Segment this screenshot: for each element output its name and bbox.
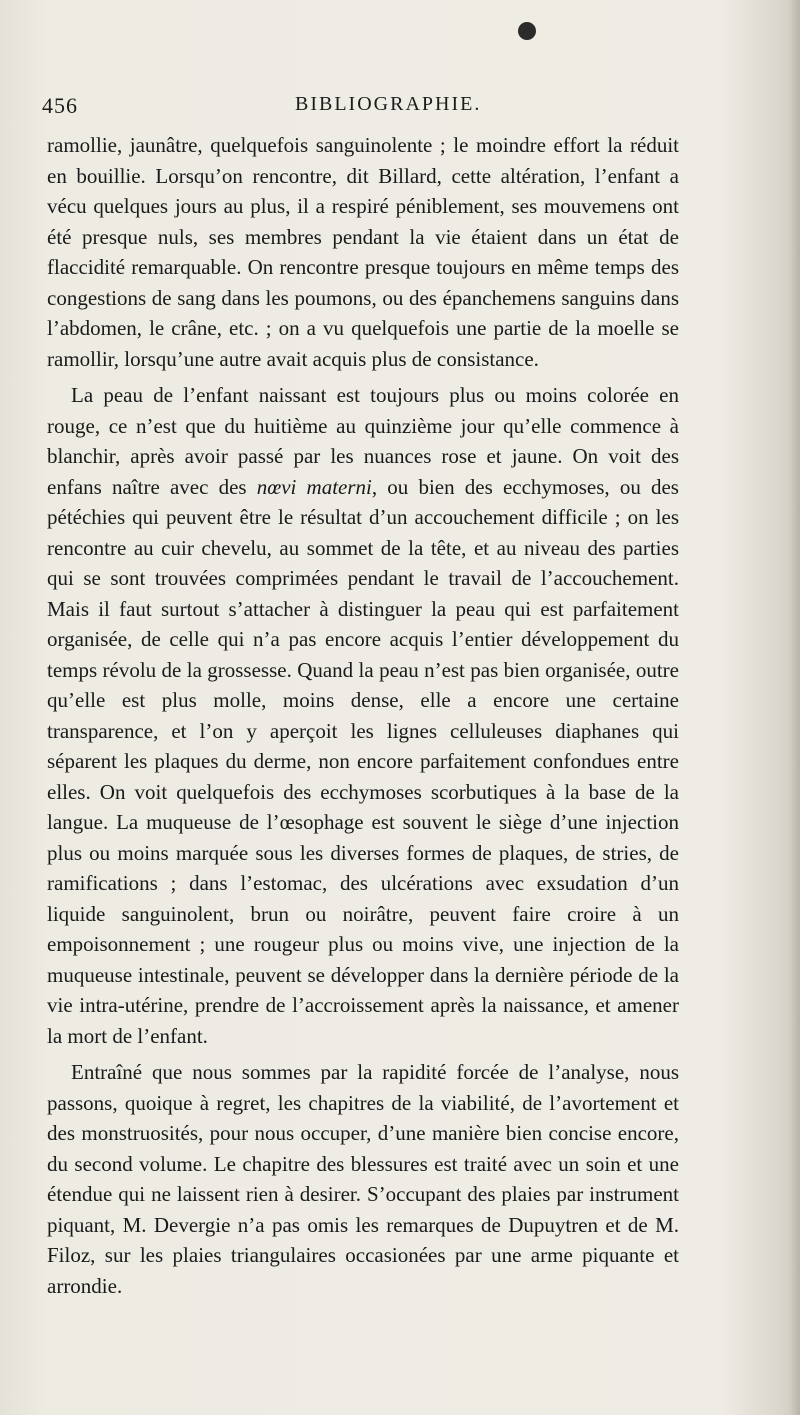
paragraph-1-text: ramollie, jaunâtre, quelquefois sanguinolente ; le moindre effort la réduit en bouillie. Lorsqu’on rencontre, dit Billard, cette altération, l’enfant a vécu quelques jours au plus, il a respiré péniblement, ses mouvemens ont été presque nuls, ses membres pendant la vie étaient dans un état de flaccidité remarquable. On rencontre presque toujours en même temps des congestions de sang dans les poumons, ou des épanchemens sanguins dans l’abdomen, le crâne, etc. ; on a vu quelquefois une partie de la moelle se ramollir, lorsqu’une autre avait acquis plus de consistance. xyxy=(47,133,679,371)
paragraph-3 xyxy=(47,1057,679,1301)
paragraph-3-text: Entraîné que nous sommes par la rapidité forcée de l’analyse, nous passons, quoique à regret, les chapitres de la viabilité, de l’avortement et des monstruosités, pour nous occuper, d’une manière bien concise encore, du second volume. Le chapitre des blessures est traité avec un soin et une étendue qui ne laissent rien à desirer. S’occupant des plaies par instrument piquant, M. Devergie n’a pas omis les remarques de Dupuytren et de M. Filoz, sur les plaies triangulaires occasionées par une arme piquante et arrondie. xyxy=(47,1060,679,1298)
body-text xyxy=(47,130,679,1301)
paragraph-2 xyxy=(47,380,679,1051)
page-header xyxy=(40,93,740,123)
binding-edge xyxy=(788,0,800,1415)
running-head: BIBLIOGRAPHIE. xyxy=(295,93,482,115)
paragraph-2-text-b: , ou bien des ecchymoses, ou des pétéchies qui peuvent être le résultat d’un accouchement difficile ; on les rencontre au cuir chevelu, au sommet de la tête, et au niveau des parties qui se sont trouvées comprimées pendant le travail de l’accouchement. Mais il faut surtout s’attacher à distinguer la peau qui est parfaitement organisée, de celle qui n’a pas encore acquis l’entier développement du temps révolu de la grossesse. Quand la peau n’est pas bien organisée, outre qu’elle est plus molle, moins dense, elle a encore une certaine transparence, et l’on y aperçoit les lignes celluleuses diaphanes qui séparent les plaques du derme, non encore parfaitement confondues entre elles. On voit quelquefois des ecchymoses scorbutiques à la base de la langue. La muqueuse de l’œsophage est souvent le siège d’une injection plus ou moins marquée sous les diverses formes de plaques, de stries, de ramifications ; dans l’estomac, des ulcérations avec exsudation d’un liquide sanguinolent, brun ou noirâtre, peuvent faire croire à un empoisonnement ; une rougeur plus ou moins vive, une injection de la muqueuse intestinale, peuvent se développer dans la dernière période de la vie intra-utérine, prendre de l’accroissement après la naissance, et amener la mort de l’enfant. xyxy=(47,474,679,1048)
paragraph-2-italic-term: nœvi materni xyxy=(256,474,372,499)
page-number: 456 xyxy=(42,93,78,118)
paragraph-1 xyxy=(47,130,679,374)
ink-blot xyxy=(518,22,536,40)
paragraph-2-text-a: La peau de l’enfant naissant est toujours plus ou moins colorée en rouge, ce n’est que du huitième au quinzième jour qu’elle commence à blanchir, après avoir passé par les nuances rose et jaune. On voit des enfans naître avec des xyxy=(47,383,679,499)
